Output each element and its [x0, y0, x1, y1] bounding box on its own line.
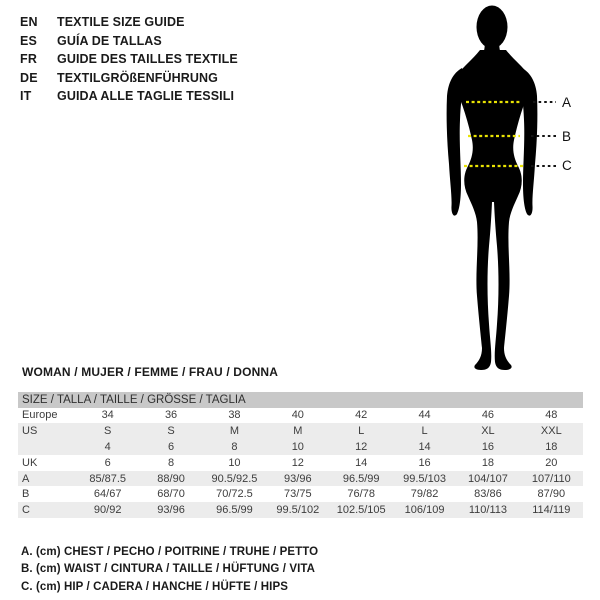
table-cell: 10	[228, 456, 241, 469]
table-cell: 12	[291, 456, 304, 469]
table-cell: 6	[104, 456, 111, 469]
table-row	[18, 408, 583, 424]
table-row	[18, 502, 583, 518]
language-title: TEXTILE SIZE GUIDE	[57, 15, 185, 30]
language-row	[20, 69, 238, 88]
woman-figure	[420, 0, 580, 375]
table-cell: L	[421, 425, 428, 438]
language-row	[20, 87, 238, 106]
table-cell: 102.5/105	[336, 504, 386, 517]
row-label: Europe	[22, 409, 58, 422]
table-cell: 34	[101, 409, 114, 422]
table-cell: 42	[355, 409, 368, 422]
size-table	[18, 392, 583, 518]
table-cell: 107/110	[531, 472, 571, 485]
table-row	[18, 486, 583, 502]
row-label: A	[22, 472, 30, 485]
silhouette-body	[455, 50, 531, 370]
language-title: GUIDA ALLE TAGLIE TESSILI	[57, 89, 235, 104]
table-cell: 10	[291, 440, 304, 453]
table-cell: 18	[481, 456, 495, 469]
size-table-body	[18, 408, 583, 519]
table-cell: 64/67	[93, 488, 122, 501]
row-label: US	[22, 425, 38, 438]
table-cell: 93/96	[284, 472, 312, 485]
language-row	[20, 32, 238, 51]
table-cell: 85/87.5	[89, 472, 127, 485]
language-code: DE	[20, 70, 38, 85]
table-cell: 96.5/99	[342, 472, 380, 485]
table-cell: 12	[355, 440, 368, 453]
table-cell: S	[104, 425, 112, 438]
measure-letter-chest: A	[562, 95, 572, 110]
table-cell: 79/82	[410, 488, 439, 501]
size-table-header: SIZE / TALLA / TAILLE / GRÖSSE / TAGLIA	[18, 392, 583, 408]
table-cell: L	[358, 425, 365, 438]
language-code: IT	[20, 89, 32, 104]
legend-item: C. (cm) HIP / CADERA / HANCHE / HÜFTE / HIPS	[21, 580, 289, 593]
table-cell: 40	[291, 409, 304, 422]
table-cell: 88/90	[157, 472, 185, 485]
measure-letter-hip: C	[562, 157, 572, 173]
table-cell: M	[229, 425, 240, 438]
table-cell: S	[167, 425, 175, 438]
silhouette-left-arm	[447, 68, 465, 216]
table-cell: 93/96	[157, 504, 185, 517]
table-cell: 68/70	[157, 488, 185, 501]
table-cell: 99.5/102	[276, 504, 320, 517]
woman-silhouette-icon	[420, 0, 580, 375]
table-cell: 20	[545, 456, 558, 469]
language-code: FR	[20, 52, 38, 67]
legend-item: B. (cm) WAIST / CINTURA / TAILLE / HÜFTUNG / VITA	[21, 563, 316, 576]
table-cell: 90.5/92.5	[211, 472, 258, 485]
table-cell: 44	[418, 409, 431, 422]
table-cell: 18	[545, 440, 558, 453]
table-cell: 70/72.5	[216, 488, 253, 501]
language-row	[20, 50, 238, 69]
table-cell: 96.5/99	[216, 504, 253, 517]
table-cell: 46	[481, 409, 495, 422]
table-cell: 110/113	[468, 504, 507, 517]
section-title: WOMAN / MUJER / FEMME / FRAU / DONNA	[22, 365, 279, 379]
table-cell: 6	[168, 440, 175, 453]
table-cell: 73/75	[284, 488, 312, 501]
table-cell: 16	[418, 456, 431, 469]
legend-item: A. (cm) CHEST / PECHO / POITRINE / TRUHE / PETTO	[21, 545, 319, 558]
table-cell: 114/119	[532, 504, 571, 517]
table-cell: 83/86	[474, 488, 502, 501]
table-cell: 8	[231, 440, 238, 453]
language-code: ES	[20, 33, 38, 48]
language-title: TEXTILGRÖßENFÜHRUNG	[57, 70, 218, 85]
table-cell: XXL	[540, 425, 562, 438]
table-cell: 16	[481, 440, 495, 453]
table-row	[18, 455, 583, 471]
language-title: GUÍA DE TALLAS	[57, 33, 162, 48]
language-title: GUIDE DES TAILLES TEXTILE	[57, 52, 238, 67]
table-cell: 4	[104, 440, 111, 453]
language-row	[20, 13, 238, 32]
table-cell: 36	[164, 409, 178, 422]
table-cell: 87/90	[537, 488, 566, 501]
measure-letter-waist: B	[562, 128, 572, 144]
table-row	[18, 471, 583, 487]
table-cell: 106/109	[404, 504, 445, 517]
table-cell: 104/107	[468, 472, 508, 485]
table-cell: 99.5/103	[403, 472, 446, 485]
table-cell: 38	[228, 409, 241, 422]
measurement-legend	[21, 543, 318, 596]
table-cell: 90/92	[93, 504, 122, 517]
row-label: C	[22, 504, 30, 517]
table-cell: 14	[418, 440, 431, 453]
row-label: B	[22, 488, 30, 501]
language-guide-block	[20, 13, 238, 106]
table-cell: 48	[545, 409, 558, 422]
table-cell: 76/78	[347, 488, 375, 501]
table-cell: XL	[481, 425, 495, 438]
language-code: EN	[20, 15, 38, 30]
silhouette-right-arm	[519, 68, 537, 216]
table-cell: M	[293, 425, 303, 438]
row-label: UK	[22, 456, 38, 469]
table-cell: 8	[168, 456, 175, 469]
table-row	[18, 423, 583, 439]
table-cell: 14	[355, 456, 368, 469]
table-row	[18, 439, 583, 455]
